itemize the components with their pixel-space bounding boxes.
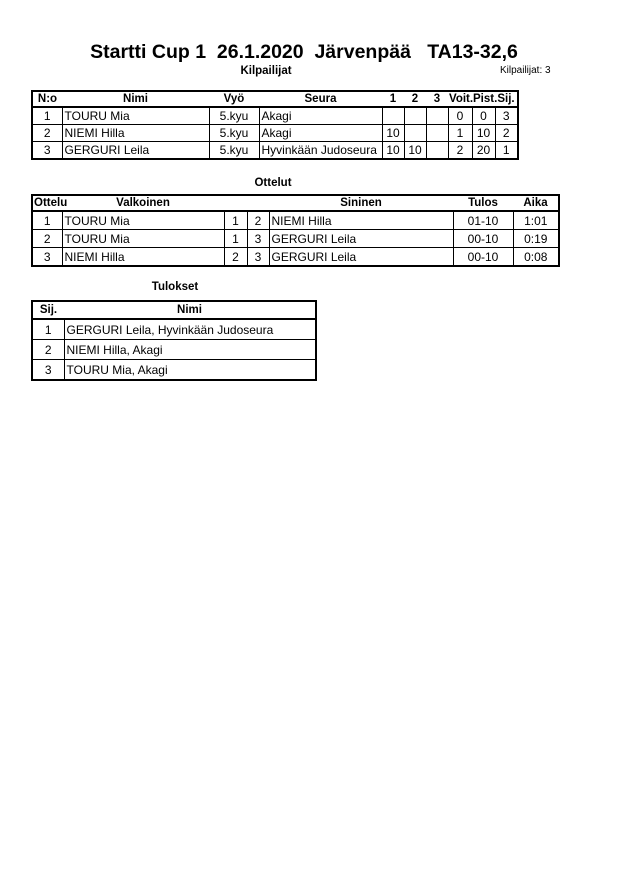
header-valkoinen: Valkoinen [62,195,224,211]
header-match3: 3 [426,91,448,107]
matches-table [31,194,560,267]
cell-pist: 10 [472,125,495,142]
cell-white-no: 1 [224,230,247,248]
section-title-kilpailijat: Kilpailijat [240,65,292,77]
header-sininen: Sininen [269,195,453,211]
header-sij: Sij. [495,91,518,107]
cell-pist: 0 [472,107,495,125]
cell-seura: Hyvinkään Judoseura [259,142,382,160]
header-tulos: Tulos [453,195,513,211]
cell-place: 1 [32,319,64,340]
standing-row [32,319,316,340]
cell-nimi: NIEMI Hilla [62,125,209,142]
header-no: N:o [32,91,62,107]
page-title: Startti Cup 1 26.1.2020 Järvenpää TA13-32,6 [90,41,518,63]
match-row [32,248,559,267]
cell-pist: 20 [472,142,495,160]
cell-white-no: 1 [224,211,247,230]
cell-white-name: TOURU Mia [62,230,224,248]
match-row [32,211,559,230]
cell-seura: Akagi [259,107,382,125]
cell-white-no: 2 [224,248,247,267]
cell-blue-no: 3 [247,248,269,267]
cell-match1: 10 [382,142,404,160]
cell-name: TOURU Mia, Akagi [64,360,316,381]
cell-sij: 2 [495,125,518,142]
cell-match1: 10 [382,125,404,142]
cell-match2 [404,125,426,142]
cell-match2: 10 [404,142,426,160]
cell-place: 2 [32,340,64,360]
competitors-header-row [32,91,518,107]
cell-vyo: 5.kyu [209,125,259,142]
cell-name: NIEMI Hilla, Akagi [64,340,316,360]
cell-voit: 2 [448,142,472,160]
header-blue-no [247,195,269,211]
cell-match1 [382,107,404,125]
cell-place: 3 [32,360,64,381]
cell-blue-no: 2 [247,211,269,230]
cell-no: 3 [32,142,62,160]
cell-score: 00-10 [453,230,513,248]
cell-white-name: TOURU Mia [62,211,224,230]
cell-vyo: 5.kyu [209,107,259,125]
standing-row [32,340,316,360]
competitor-row [32,142,518,160]
cell-match-no: 3 [32,248,62,267]
cell-nimi: GERGURI Leila [62,142,209,160]
header-nimi: Nimi [64,301,316,319]
standings-header-row [32,301,316,319]
competitor-row [32,107,518,125]
cell-blue-no: 3 [247,230,269,248]
cell-score: 01-10 [453,211,513,230]
cell-blue-name: NIEMI Hilla [269,211,453,230]
section-title-ottelut: Ottelut [254,177,292,189]
standings-table [31,300,317,381]
competitors-count-label: Kilpailijat: 3 [500,65,551,76]
cell-sij: 1 [495,142,518,160]
header-nimi: Nimi [62,91,209,107]
cell-no: 1 [32,107,62,125]
cell-match3 [426,142,448,160]
cell-match3 [426,107,448,125]
cell-match-no: 2 [32,230,62,248]
header-sij: Sij. [32,301,64,319]
cell-score: 00-10 [453,248,513,267]
header-aika: Aika [513,195,559,211]
cell-sij: 3 [495,107,518,125]
cell-match3 [426,125,448,142]
match-row [32,230,559,248]
header-pist: Pist. [473,93,498,105]
cell-blue-name: GERGURI Leila [269,230,453,248]
standing-row [32,360,316,381]
cell-nimi: TOURU Mia [62,107,209,125]
header-voit: Voit. [449,93,474,105]
cell-match2 [404,107,426,125]
cell-voit: 1 [448,125,472,142]
cell-voit: 0 [448,107,472,125]
cell-time: 0:19 [513,230,559,248]
competitors-table [31,90,519,160]
competitor-row [32,125,518,142]
cell-seura: Akagi [259,125,382,142]
header-white-no [224,195,247,211]
matches-header-row [32,195,559,211]
cell-time: 0:08 [513,248,559,267]
cell-white-name: NIEMI Hilla [62,248,224,267]
cell-time: 1:01 [513,211,559,230]
header-match2: 2 [404,91,426,107]
header-match1: 1 [382,91,404,107]
header-vyo: Vyö [209,91,259,107]
cell-name: GERGURI Leila, Hyvinkään Judoseura [64,319,316,340]
section-title-tulokset: Tulokset [151,281,199,293]
cell-match-no: 1 [32,211,62,230]
cell-no: 2 [32,125,62,142]
header-ottelu: Ottelu [34,197,68,209]
header-seura: Seura [259,91,382,107]
cell-vyo: 5.kyu [209,142,259,160]
cell-blue-name: GERGURI Leila [269,248,453,267]
